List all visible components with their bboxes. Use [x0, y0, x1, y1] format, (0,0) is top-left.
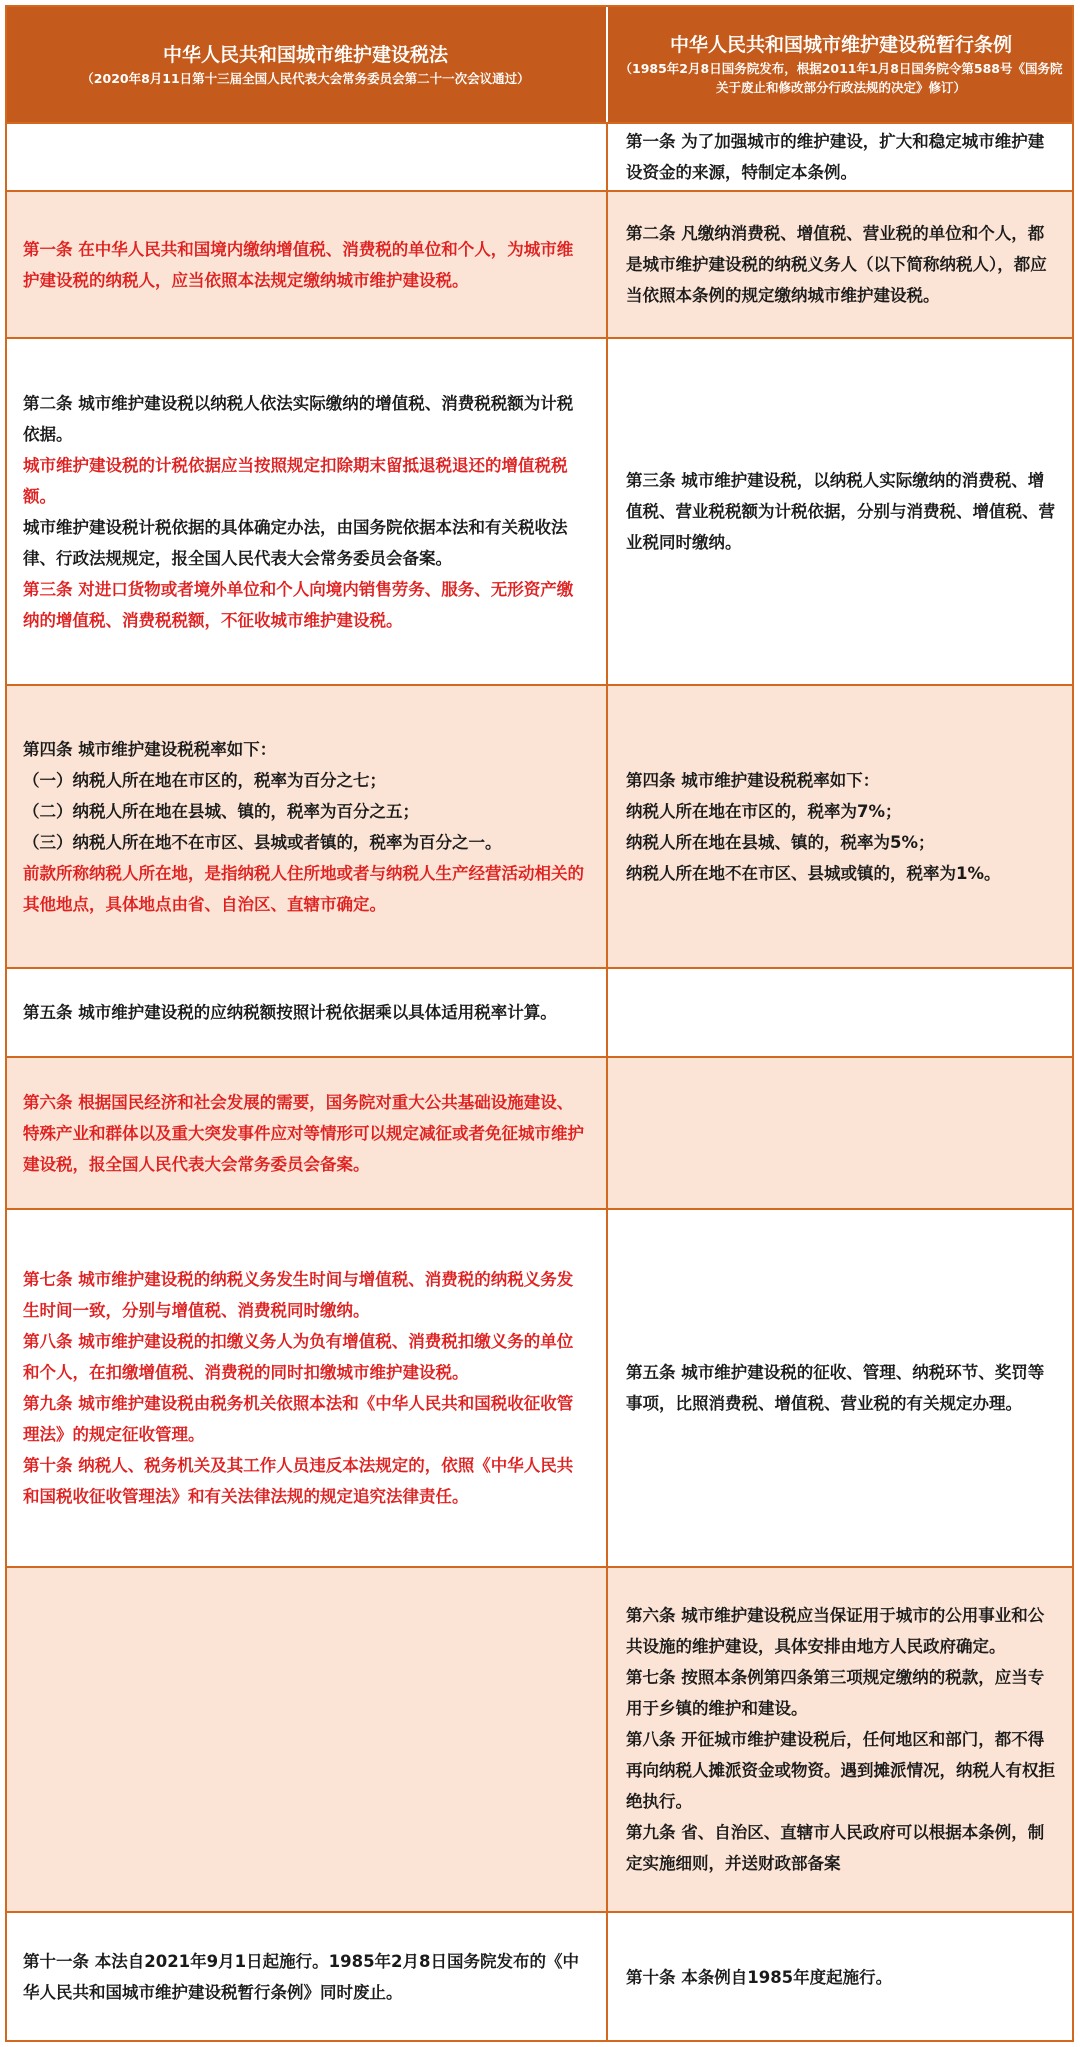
law-cell [5, 338, 606, 685]
table-row [5, 338, 1074, 685]
row-divider [5, 684, 1074, 686]
article-paragraph: 城市维护建设税计税依据的具体确定办法，由国务院依据本法和有关税收法律、行政法规规定，报全国人民代表大会常务委员会备案。 [23, 517, 568, 568]
regulation-cell [606, 191, 1074, 338]
article-paragraph: 第三条 城市维护建设税，以纳税人实际缴纳的消费税、增值税、营业税税额为计税依据，分别与消费税、增值税、营业税同时缴纳。 [626, 471, 1055, 552]
article-paragraph: 第四条 城市维护建设税税率如下： [23, 739, 277, 759]
law-cell [5, 123, 606, 191]
article-paragraph: 第九条 城市维护建设税由税务机关依照本法和《中华人民共和国税收征收管理法》的规定征收管理。 [23, 1394, 574, 1444]
law-cell [5, 1209, 606, 1567]
article-paragraph: （二）纳税人所在地在县城、镇的，税率为百分之五； [23, 801, 419, 821]
table-row [5, 191, 1074, 338]
article-paragraph: 第四条 城市维护建设税税率如下： [626, 770, 880, 790]
article-paragraph: 第二条 城市维护建设税以纳税人依法实际缴纳的增值税、消费税税额为计税依据。 [23, 393, 574, 444]
law-cell [5, 1057, 606, 1209]
row-divider [5, 1056, 1074, 1058]
regulation-cell [606, 123, 1074, 191]
left-law-subtitle: （2020年8月11日第十三届全国人民代表大会常务委员会第二十一次会议通过） [81, 70, 530, 86]
row-divider [5, 122, 1074, 124]
table-row [5, 1567, 1074, 1912]
article-paragraph: 纳税人所在地不在市区、县城或镇的，税率为1%。 [626, 863, 1001, 883]
header-left-cell [5, 5, 606, 123]
row-divider [5, 1208, 1074, 1210]
right-regulation-title: 中华人民共和国城市维护建设税暂行条例 [669, 34, 1012, 56]
article-paragraph: 第八条 城市维护建设税的扣缴义务人为负有增值税、消费税扣缴义务的单位和个人，在扣缴增值税、消费税的同时扣缴城市维护建设税。 [23, 1332, 574, 1382]
article-paragraph: （三）纳税人所在地不在市区、县城或者镇的，税率为百分之一。 [23, 832, 502, 852]
right-regulation-subtitle: （1985年2月8日国务院发布，根据2011年1月8日国务院令第588号《国务院关于废止和修改部分行政法规的决定》修订） [619, 61, 1063, 95]
regulation-cell [606, 1057, 1074, 1209]
comparison-table [5, 5, 1074, 2042]
table-row [5, 1057, 1074, 1209]
row-divider [5, 1566, 1074, 1568]
table-row [5, 123, 1074, 191]
regulation-cell [606, 1567, 1074, 1912]
article-paragraph: 前款所称纳税人所在地，是指纳税人住所地或者与纳税人生产经营活动相关的其他地点，具体地点由省、自治区、直辖市确定。 [23, 863, 584, 914]
table-row [5, 968, 1074, 1057]
law-cell [5, 1912, 606, 2042]
header-right-cell [606, 5, 1074, 123]
article-paragraph: 第五条 城市维护建设税的征收、管理、纳税环节、奖罚等事项，比照消费税、增值税、营业税的有关规定办理。 [626, 1363, 1045, 1413]
row-divider [5, 190, 1074, 192]
law-cell [5, 1567, 606, 1912]
article-paragraph: 第九条 省、自治区、直辖市人民政府可以根据本条例，制定实施细则，并送财政部备案 [626, 1823, 1045, 1873]
regulation-cell [606, 1209, 1074, 1567]
article-paragraph: 第八条 开征城市维护建设税后，任何地区和部门，都不得再向纳税人摊派资金或物资。遇到摊派情况，纳税人有权拒绝执行。 [626, 1730, 1055, 1811]
table-row [5, 685, 1074, 968]
table-row [5, 1209, 1074, 1567]
row-divider [5, 1911, 1074, 1913]
law-cell [5, 191, 606, 338]
article-paragraph: 第六条 城市维护建设税应当保证用于城市的公用事业和公共设施的维护建设，具体安排由地方人民政府确定。 [626, 1606, 1045, 1656]
left-law-title: 中华人民共和国城市维护建设税法 [162, 43, 448, 66]
law-cell [5, 685, 606, 968]
article-paragraph: （一）纳税人所在地在市区的，税率为百分之七； [23, 770, 386, 790]
article-paragraph: 第一条 在中华人民共和国境内缴纳增值税、消费税的单位和个人，为城市维护建设税的纳税人，应当依照本法规定缴纳城市维护建设税。 [23, 239, 574, 290]
regulation-cell [606, 1912, 1074, 2042]
article-paragraph: 第十一条 本法自2021年9月1日起施行。1985年2月8日国务院发布的《中华人民共和国城市维护建设税暂行条例》同时废止。 [23, 1952, 580, 2002]
article-paragraph: 纳税人所在地在县城、镇的，税率为5%； [626, 832, 935, 852]
article-paragraph: 第三条 对进口货物或者境外单位和个人向境内销售劳务、服务、无形资产缴纳的增值税、消费税税额，不征收城市维护建设税。 [23, 579, 574, 630]
article-paragraph: 第十条 本条例自1985年度起施行。 [626, 1967, 893, 1987]
regulation-cell [606, 685, 1074, 968]
article-paragraph: 第六条 根据国民经济和社会发展的需要，国务院对重大公共基础设施建设、特殊产业和群体以及重大突发事件应对等情形可以规定减征或者免征城市维护建设税，报全国人民代表大会常务委员会备案。 [23, 1092, 584, 1174]
article-paragraph: 第五条 城市维护建设税的应纳税额按照计税依据乘以具体适用税率计算。 [23, 1003, 557, 1022]
article-paragraph: 第十条 纳税人、税务机关及其工作人员违反本法规定的，依照《中华人民共和国税收征收管理法》和有关法律法规的规定追究法律责任。 [23, 1456, 574, 1506]
table-row [5, 1912, 1074, 2042]
article-paragraph: 第一条 为了加强城市的维护建设，扩大和稳定城市维护建设资金的来源，特制定本条例。 [626, 132, 1045, 182]
article-paragraph: 第二条 凡缴纳消费税、增值税、营业税的单位和个人，都是城市维护建设税的纳税义务人（以下简称纳税人），都应当依照本条例的规定缴纳城市维护建设税。 [626, 224, 1047, 305]
law-cell [5, 968, 606, 1057]
article-paragraph: 第七条 城市维护建设税的纳税义务发生时间与增值税、消费税的纳税义务发生时间一致，分别与增值税、消费税同时缴纳。 [23, 1270, 574, 1320]
table-header [5, 5, 1074, 123]
article-paragraph: 纳税人所在地在市区的，税率为7%； [626, 801, 902, 821]
regulation-cell [606, 338, 1074, 685]
regulation-cell [606, 968, 1074, 1057]
row-divider [5, 967, 1074, 969]
article-paragraph: 城市维护建设税的计税依据应当按照规定扣除期末留抵退税退还的增值税税额。 [23, 455, 568, 506]
article-paragraph: 第七条 按照本条例第四条第三项规定缴纳的税款，应当专用于乡镇的维护和建设。 [626, 1668, 1045, 1718]
row-divider [5, 337, 1074, 339]
